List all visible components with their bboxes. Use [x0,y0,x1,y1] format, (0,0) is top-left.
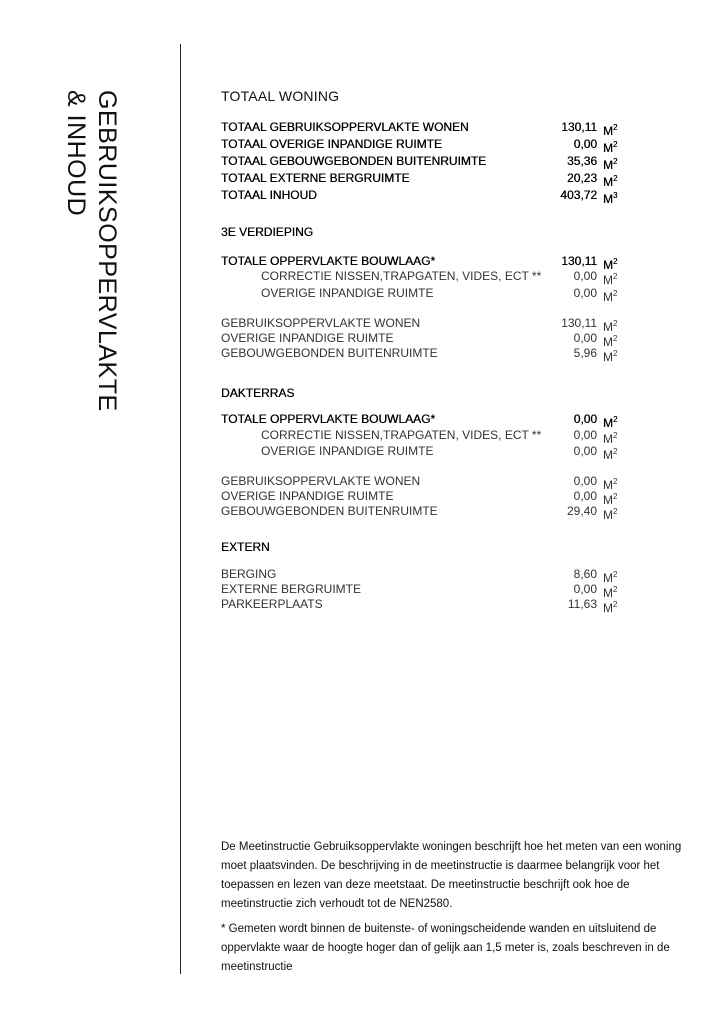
totals-row: TOTAAL GEBRUIKSOPPERVLAKTE WONEN 130,11 $M^2$ [221,120,618,138]
totals-row: TOTAAL EXTERNE BERGRUIMTE 20,23 $M^2$ [221,171,618,189]
totals-row: TOTAAL GEBOUWGEBONDEN BUITENRUIMTE 35,36 $M^2$ [221,154,618,172]
sub-row: OVERIGE INPANDIGE RUIMTE 0,00 $M^2$ [261,444,618,462]
side-title [60,90,122,412]
vertical-divider [180,44,181,974]
sub-row: OVERIGE INPANDIGE RUIMTE 0,00 $M^2$ [261,286,618,304]
section-heading-dakterras: DAKTERRAS [221,386,295,400]
table-row: EXTERNE BERGRUIMTE 0,00 $M^2$ [221,582,618,600]
side-title-line2: & INHOUD [62,90,90,217]
sub-row: CORRECTIE NISSEN,TRAPGATEN, VIDES, ECT ** 0,00 $M^2$ [261,269,618,287]
footnote-paragraph: De Meetinstructie Gebruiksoppervlakte woningen beschrijft hoe het meten van een woning moet plaatsvinden. De beschrijving in de meetinstructie is daarmee belangrijk voor het toepassen en lezen van deze meetstaat. De meetinstructie beschrijft ook hoe de meetinstructie zich verhoudt tot de NEN2580. [221,841,682,910]
totals-row: TOTAAL OVERIGE INPANDIGE RUIMTE 0,00 $M^2$ [221,137,618,155]
totals-row: TOTAAL INHOUD 403,72 $M^3$ [221,188,618,206]
footnote [221,838,691,983]
footnote-asterisk: * Gemeten wordt binnen de buitenste- of woningscheidende wanden en uitsluitend de oppervlakte waar de hoogte hoger dan of gelijk aan 1,5 meter is, zoals beschreven in de meetinstructie [221,923,670,973]
table-row: OVERIGE INPANDIGE RUIMTE 0,00 $M^2$ [221,331,618,349]
main-heading: TOTAAL WONING [221,88,340,104]
table-row: BERGING 8,60 $M^2$ [221,567,618,585]
sub-row: CORRECTIE NISSEN,TRAPGATEN, VIDES, ECT ** 0,00 $M^2$ [261,428,618,446]
table-row: OVERIGE INPANDIGE RUIMTE 0,00 $M^2$ [221,489,618,507]
side-title-line1: GEBRUIKSOPPERVLAKTE [93,90,121,412]
table-row: PARKEERPLAATS 11,63 $M^2$ [221,597,618,615]
bouwlaag-row: TOTALE OPPERVLAKTE BOUWLAAG* 0,00 $M^2$ [221,412,618,430]
section-heading-verdieping: 3E VERDIEPING [221,225,314,239]
table-row: GEBOUWGEBONDEN BUITENRUIMTE 5,96 $M^2$ [221,346,618,364]
section-heading-extern: EXTERN [221,540,270,554]
table-row: GEBRUIKSOPPERVLAKTE WONEN 130,11 $M^2$ [221,316,618,334]
bouwlaag-row: TOTALE OPPERVLAKTE BOUWLAAG* 130,11 $M^2$ [221,254,618,272]
table-row: GEBOUWGEBONDEN BUITENRUIMTE 29,40 $M^2$ [221,504,618,522]
table-row: GEBRUIKSOPPERVLAKTE WONEN 0,00 $M^2$ [221,474,618,492]
